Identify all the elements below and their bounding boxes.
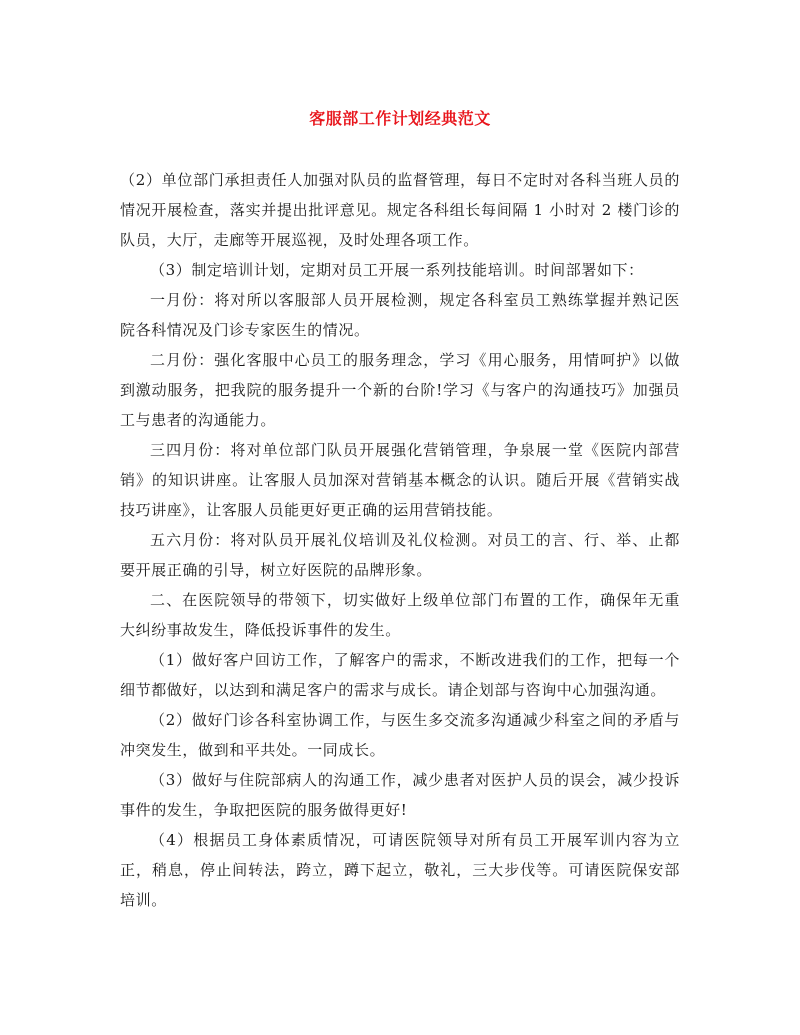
paragraph-7: 二、在医院领导的带领下，切实做好上级单位部门布置的工作，确保年无重大纠纷事故发生，降低投诉事件的发生。 [120, 591, 680, 639]
paragraph-4: 二月份：强化客服中心员工的服务理念，学习《用心服务，用情呵护》以做到激动服务，把我院的服务提升一个新的台阶!学习《与客户的沟通技巧》加强员工与患者的沟通能力。 [120, 351, 680, 429]
paragraph-8: （1）做好客户回访工作，了解客户的需求，不断改进我们的工作，把每一个细节都做好，以达到和满足客户的需求与成长。请企划部与咨询中心加强沟通。 [120, 651, 680, 699]
paragraph-10: （3）做好与住院部病人的沟通工作，减少患者对医护人员的误会，减少投诉事件的发生，争取把医院的服务做得更好! [120, 771, 680, 819]
paragraph-1: （2）单位部门承担责任人加强对队员的监督管理，每日不定时对各科当班人员的情况开展检查，落实并提出批评意见。规定各科组长每间隔 1 小时对 2 楼门诊的队员，大厅，走廊等开展巡视，及时处理各项工作。 [120, 171, 680, 249]
paragraph-3: 一月份：将对所以客服部人员开展检测，规定各科室员工熟练掌握并熟记医院各科情况及门诊专家医生的情况。 [120, 291, 680, 339]
document-body [120, 165, 680, 915]
paragraph-5: 三四月份：将对单位部门队员开展强化营销管理，争泉展一堂《医院内部营销》的知识讲座。让客服人员加深对营销基本概念的认识。随后开展《营销实战技巧讲座》，让客服人员能更好更正确的运用营销技能。 [120, 441, 680, 519]
document-title: 客服部工作计划经典范文 [309, 109, 491, 128]
paragraph-11: （4）根据员工身体素质情况，可请医院领导对所有员工开展军训内容为立正，稍息，停止间转法，跨立，蹲下起立，敬礼，三大步伐等。可请医院保安部培训。 [120, 831, 680, 909]
paragraph-9: （2）做好门诊各科室协调工作，与医生多交流多沟通减少科室之间的矛盾与冲突发生，做到和平共处。一同成长。 [120, 711, 680, 759]
paragraph-2: （3）制定培训计划，定期对员工开展一系列技能培训。时间部署如下： [150, 261, 644, 279]
paragraph-6: 五六月份：将对队员开展礼仪培训及礼仪检测。对员工的言、行、举、止都要开展正确的引导，树立好医院的品牌形象。 [120, 531, 680, 579]
